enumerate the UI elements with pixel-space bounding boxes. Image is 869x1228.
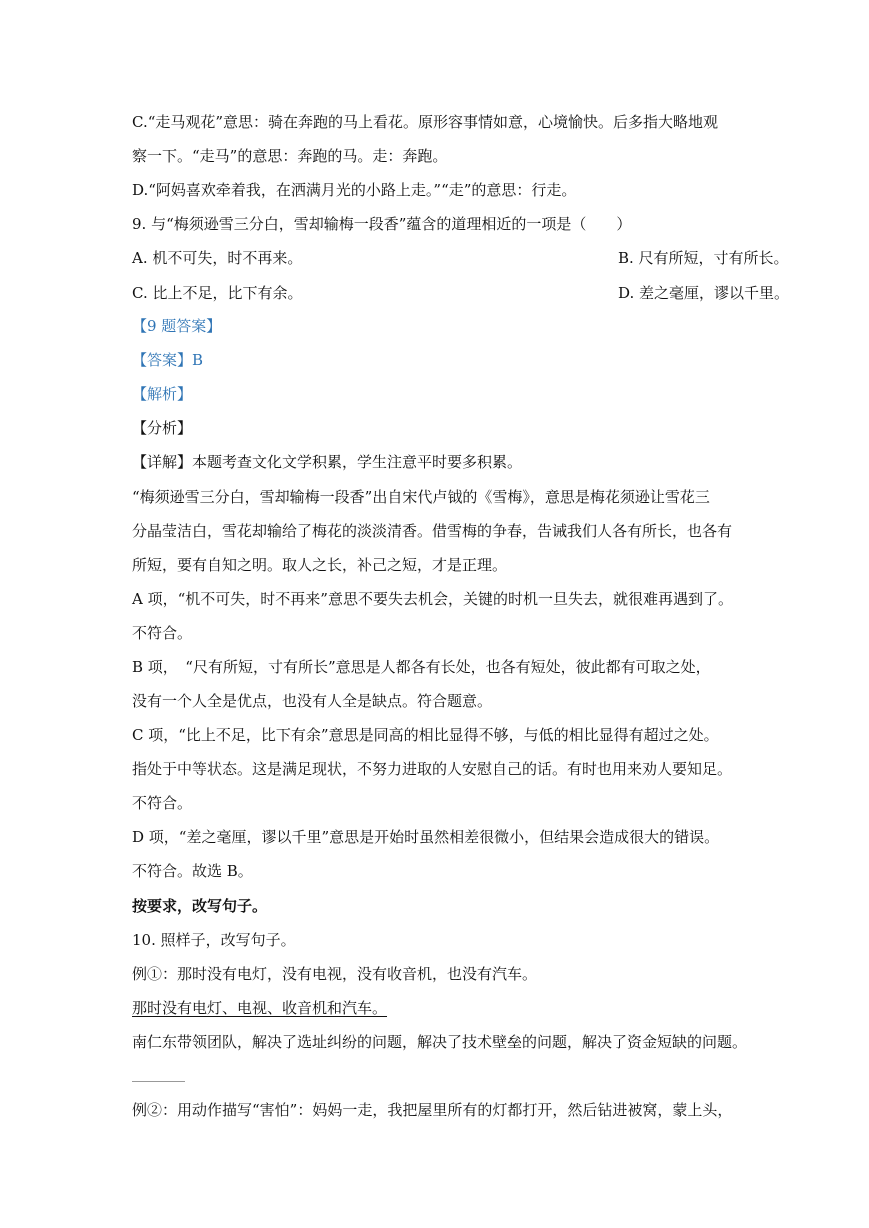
item-c-line1: C 项，“比上不足，比下有余”意思是同高的相比显得不够，与低的相比显得有超过之处。 [132, 726, 719, 744]
answer-line [132, 348, 749, 372]
q9-option-d: D. 差之毫厘，谬以千里。 [618, 284, 790, 302]
explanation-line2: 分晶莹洁白，雪花却输给了梅花的淡淡清香。借雪梅的争春，告诫我们人各有所长，也各有 [132, 522, 733, 540]
analysis-header: 【解析】 [132, 385, 193, 403]
explanation-line3: 所短，要有自知之明。取人之长，补己之短，才是正理。 [132, 556, 508, 574]
question-10: 10. 照样子，改写句子。 [132, 931, 296, 949]
item-d-line1: D 项，“差之毫厘，谬以千里”意思是开始时虽然相差很微小，但结果会造成很大的错误。 [132, 828, 720, 846]
q9-option-b: B. 尺有所短，寸有所长。 [618, 249, 789, 267]
task-sentence: 南仁东带领团队，解决了选址纠纷的问题，解决了技术壁垒的问题，解决了资金短缺的问题。 [132, 1033, 748, 1051]
item-b-line2: 没有一个人全是优点，也没有人全是缺点。符合题意。 [132, 692, 493, 710]
option-c-q8-line2: 察一下。“走马”的意思：奔跑的马。走：奔跑。 [132, 147, 448, 165]
item-c-line2: 指处于中等状态。这是满足现状，不努力进取的人安慰自己的话。有时也用来劝人要知足。 [132, 760, 733, 778]
detail-line: 【详解】本题考查文化文学积累，学生注意平时要多积累。 [132, 453, 523, 471]
explanation-line1: “梅须逊雪三分白，雪却输梅一段香”出自宋代卢钺的《雪梅》，意思是梅花须逊让雪花三 [132, 488, 710, 506]
q9-option-c: C. 比上不足，比下有余。 [132, 284, 303, 302]
example-2: 例②：用动作描写“害怕”：妈妈一走，我把屋里所有的灯都打开，然后钻进被窝，蒙上头， [132, 1101, 733, 1119]
example-1: 例①：那时没有电灯，没有电视，没有收音机，也没有汽车。 [132, 965, 538, 983]
q9-options-row2 [132, 281, 790, 305]
item-a-line2: 不符合。 [132, 624, 193, 642]
item-a-line1: A 项，“机不可失，时不再来”意思不要失去机会，关键的时机一旦失去，就很难再遇到了。 [132, 590, 733, 608]
item-d-line2: 不符合。故选 B。 [132, 862, 253, 880]
option-d-q8: D.“阿妈喜欢牵着我，在洒满月光的小路上走。”“走”的意思：行走。 [132, 181, 577, 199]
q9-options-row1 [132, 246, 789, 270]
option-c-q8-line1: C.“走马观花”意思：骑在奔跑的马上看花。原形容事情如意，心境愉快。后多指大略地观 [132, 113, 719, 131]
section-heading: 按要求，改写句子。 [132, 897, 268, 915]
item-b-line1: B 项， “尺有所短，寸有所长”意思是人都各有长处，也各有短处，彼此都有可取之处， [132, 658, 711, 676]
question-9: 9. 与“梅须逊雪三分白，雪却输梅一段香”蕴含的道理相近的一项是（ ） [132, 215, 632, 233]
example-1-answer: 那时没有电灯、电视、收音机和汽车。 [132, 999, 388, 1017]
fenxi-header: 【分析】 [132, 419, 193, 437]
answer-text: 【答案】B [132, 351, 204, 369]
q9-option-a: A. 机不可失，时不再来。 [132, 249, 303, 267]
item-c-line3: 不符合。 [132, 794, 193, 812]
answer-blank-line [132, 1081, 185, 1082]
example-1-answer-line [132, 996, 749, 1020]
q9-answer-header: 【9 题答案】 [132, 317, 222, 335]
